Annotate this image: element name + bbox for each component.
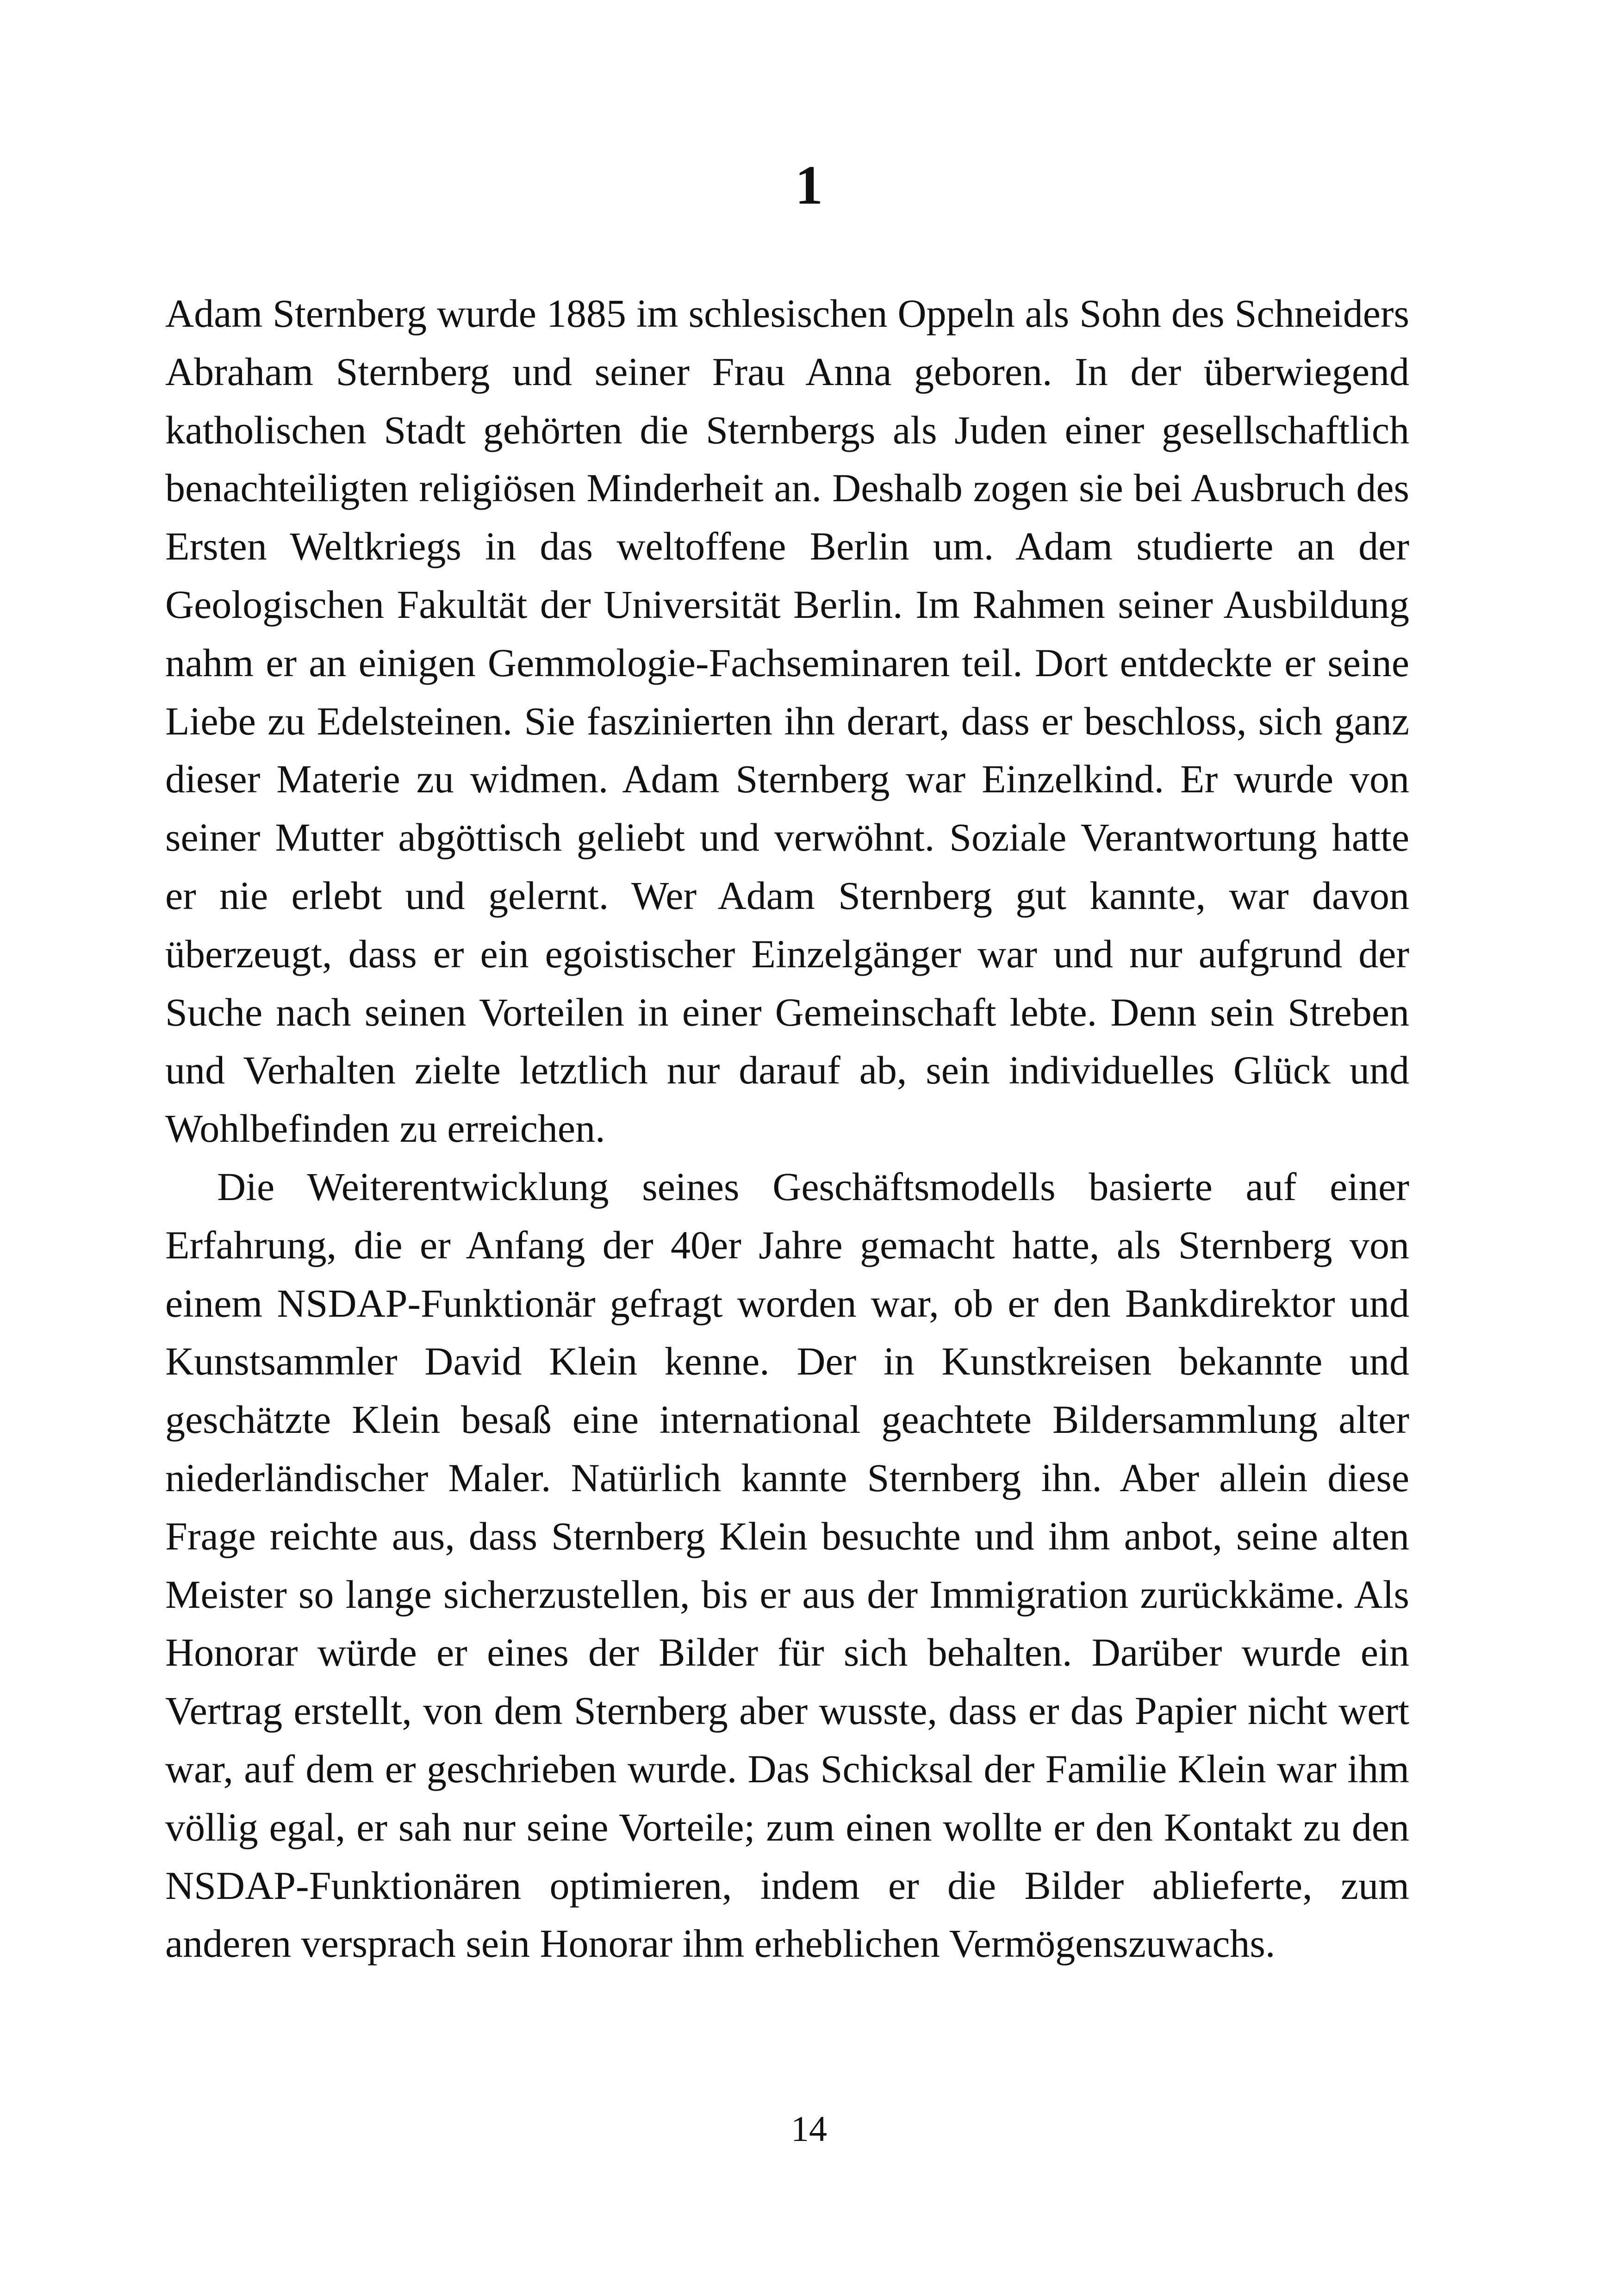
page-number: 14 [791, 2109, 827, 2149]
chapter-body [165, 285, 1409, 1973]
paragraph-1: Adam Sternberg wurde 1885 im schlesischen Oppeln als Sohn des Schneiders Abraham Sternberg und seiner Frau Anna geboren. In der überwiegend katholischen Stadt gehörten die Sternbergs als Juden einer gesellschaftlich benachteiligten religiösen Minderheit an. Deshalb zogen sie bei Ausbruch des Ersten Weltkriegs in das weltoffene Berlin um. Adam studierte an der Geologischen Fakultät der Universität Berlin. Im Rahmen seiner Ausbildung nahm er an einigen Gemmologie-Fachseminaren teil. Dort entdeckte er seine Liebe zu Edelsteinen. Sie faszinierten ihn derart, dass er beschloss, sich ganz dieser Materie zu widmen. Adam Sternberg war Einzelkind. Er wurde von seiner Mutter abgöttisch geliebt und verwöhnt. Soziale Verantwortung hatte er nie erlebt und gelernt. Wer Adam Sternberg gut kannte, war davon überzeugt, dass er ein egoistischer Einzelgänger war und nur aufgrund der Suche nach seinen Vorteilen in einer Gemeinschaft lebte. Denn sein Streben und Verhalten zielte letztlich nur darauf ab, sein individuelles Glück und Wohlbefinden zu erreichen. [165, 291, 1409, 1151]
paragraph-2: Die Weiterentwicklung seines Geschäftsmodells basierte auf einer Erfahrung, die er Anfang der 40er Jahre gemacht hatte, als Sternberg von einem NSDAP-Funktionär gefragt worden war, ob er den Bankdirektor und Kunstsammler David Klein kenne. Der in Kunstkreisen bekannte und geschätzte Klein besaß eine international geachtete Bildersammlung alter niederländischer Maler. Natürlich kannte Sternberg ihn. Aber allein diese Frage reichte aus, dass Sternberg Klein besuchte und ihm anbot, seine alten Meister so lange sicherzustellen, bis er aus der Immigration zurückkäme. Als Honorar würde er eines der Bilder für sich behalten. Darüber wurde ein Vertrag erstellt, von dem Sternberg aber wusste, dass er das Papier nicht wert war, auf dem er geschrieben wurde. Das Schicksal der Familie Klein war ihm völlig egal, er sah nur seine Vorteile; zum einen wollte er den Kontakt zu den NSDAP-Funktionären optimieren, indem er die Bilder ablieferte, zum anderen versprach sein Honorar ihm erheblichen Vermögenszuwachs. [165, 1164, 1409, 1966]
chapter-number: 1 [795, 154, 823, 216]
